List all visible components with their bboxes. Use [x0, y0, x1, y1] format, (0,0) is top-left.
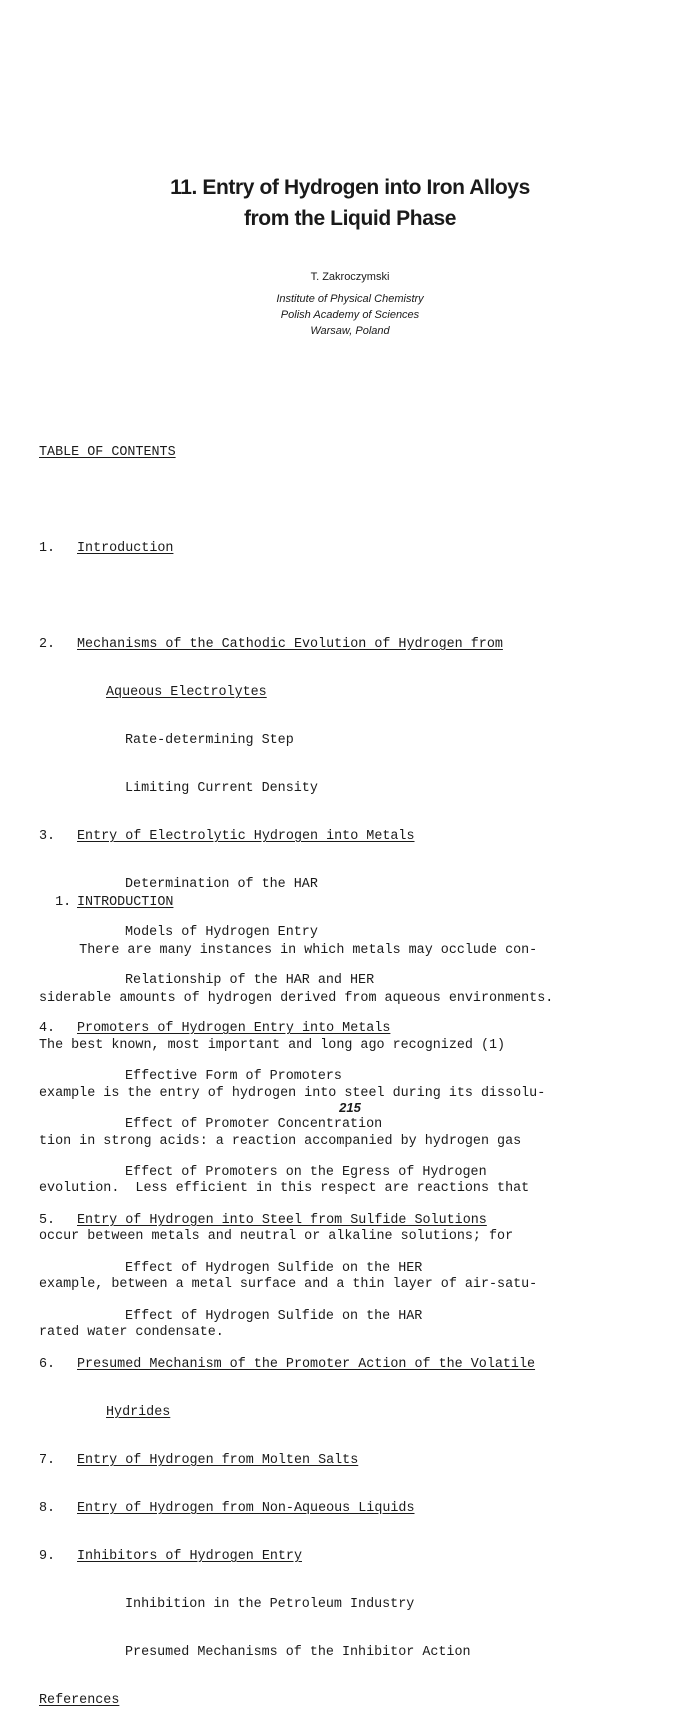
- toc-number: 4.: [39, 1021, 56, 1036]
- paragraph-line: example, between a metal surface and a thin layer of air-satu-: [39, 1276, 538, 1292]
- toc-subentry: Rate-determining Step: [125, 733, 294, 748]
- toc-subentry: Presumed Mechanisms of the Inhibitor Action: [125, 1645, 471, 1660]
- toc-subentry: Effect of Promoters on the Egress of Hydrogen: [125, 1165, 487, 1180]
- toc-number: 1.: [39, 541, 56, 556]
- paragraph-line: occur between metals and neutral or alkaline solutions; for: [39, 1229, 514, 1245]
- page-number: 215: [339, 1100, 361, 1115]
- section-title: INTRODUCTION: [77, 895, 174, 910]
- toc-entry-presumed-mechanism: Presumed Mechanism of the Promoter Action of the Volatile: [77, 1357, 536, 1372]
- toc-subentry: Determination of the HAR: [125, 877, 318, 892]
- toc-subentry: Effect of Promoter Concentration: [125, 1117, 383, 1132]
- toc-entry-electrolytic-entry: Entry of Electrolytic Hydrogen into Metals: [77, 829, 415, 844]
- introduction-paragraph: [39, 911, 679, 1356]
- toc-subentry: Effect of Hydrogen Sulfide on the HAR: [125, 1309, 423, 1324]
- toc-number: 7.: [39, 1453, 56, 1468]
- affiliation-line-2: Polish Academy of Sciences: [280, 309, 420, 321]
- toc-number: 8.: [39, 1501, 56, 1516]
- author-name: T. Zakroczymski: [310, 271, 390, 283]
- affiliation-line-3: Warsaw, Poland: [310, 325, 390, 337]
- toc-entry-introduction: Introduction: [77, 541, 174, 556]
- paragraph-line: example is the entry of hydrogen into steel during its dissolu-: [39, 1085, 546, 1101]
- toc-subentry: Inhibition in the Petroleum Industry: [125, 1597, 415, 1612]
- toc-number: 5.: [39, 1213, 56, 1228]
- toc-subentry: Effective Form of Promoters: [125, 1069, 342, 1084]
- author-affiliation: [0, 291, 700, 339]
- toc-number: 3.: [39, 829, 56, 844]
- toc-number: 2.: [39, 637, 56, 652]
- toc-entry-molten-salts: Entry of Hydrogen from Molten Salts: [77, 1453, 359, 1468]
- toc-subentry: Models of Hydrogen Entry: [125, 925, 318, 940]
- toc-entry-promoters: Promoters of Hydrogen Entry into Metals: [77, 1021, 391, 1036]
- toc-entry-mechanisms-cont: Aqueous Electrolytes: [106, 685, 267, 700]
- toc-entry-inhibitors: Inhibitors of Hydrogen Entry: [77, 1549, 302, 1564]
- toc-subentry: Limiting Current Density: [125, 781, 318, 796]
- chapter-title: [0, 172, 700, 234]
- section-number: 1.: [55, 895, 72, 910]
- toc-number: 9.: [39, 1549, 56, 1564]
- toc-entry-presumed-mechanism-cont: Hydrides: [106, 1405, 171, 1420]
- paragraph-line: The best known, most important and long ago recognized (1): [39, 1038, 506, 1054]
- paragraph-line: siderable amounts of hydrogen derived from aqueous environments.: [39, 990, 554, 1006]
- toc-subentry: Effect of Hydrogen Sulfide on the HER: [125, 1261, 423, 1276]
- affiliation-line-1: Institute of Physical Chemistry: [276, 293, 424, 305]
- section-heading-introduction: [39, 879, 174, 911]
- toc-subentry: Relationship of the HAR and HER: [125, 973, 375, 988]
- toc-entry-references: References: [39, 1693, 120, 1708]
- paragraph-line: rated water condensate.: [39, 1324, 224, 1340]
- toc-entry-sulfide: Entry of Hydrogen into Steel from Sulfide Solutions: [77, 1213, 487, 1228]
- chapter-title-line-2: from the Liquid Phase: [243, 207, 457, 230]
- toc-heading: TABLE OF CONTENTS: [39, 445, 176, 460]
- paragraph-line: tion in strong acids: a reaction accompanied by hydrogen gas: [39, 1133, 522, 1149]
- toc-number: 6.: [39, 1357, 56, 1372]
- paragraph-line: evolution. Less efficient in this respect are reactions that: [39, 1181, 530, 1197]
- toc-entry-mechanisms: Mechanisms of the Cathodic Evolution of Hydrogen from: [77, 637, 503, 652]
- toc-entry-non-aqueous: Entry of Hydrogen from Non-Aqueous Liquids: [77, 1501, 415, 1516]
- chapter-title-line-1: 11. Entry of Hydrogen into Iron Alloys: [170, 176, 530, 199]
- paragraph-line: There are many instances in which metals may occlude con-: [39, 942, 538, 958]
